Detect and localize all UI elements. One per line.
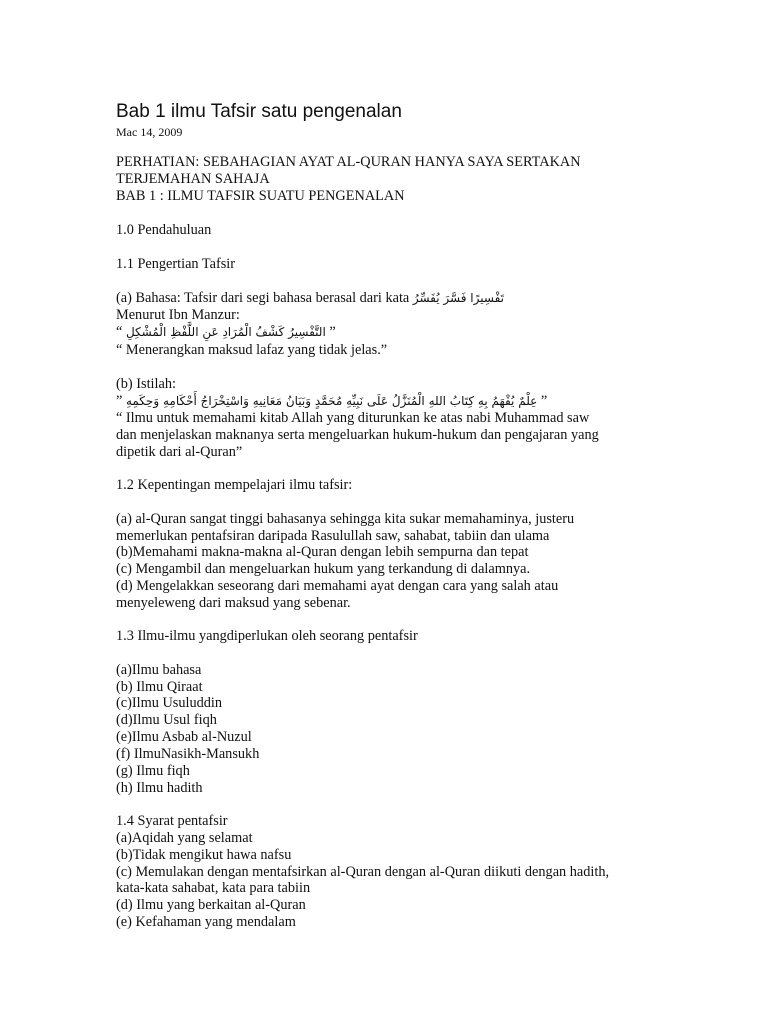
- bahasa-definition: [116, 290, 504, 307]
- quote-close-mark: ”: [329, 324, 336, 340]
- ilmu-item-g: (g) Ilmu fiqh: [116, 763, 190, 779]
- section-1-4: 1.4 Syarat pentafsir: [116, 813, 228, 829]
- bahasa-arabic: تَفْسِيرًا فَسَّرَ يُفَسِّرُ: [412, 291, 504, 305]
- section-1-0: 1.0 Pendahuluan: [116, 222, 212, 238]
- quote-open-mark: ”: [116, 393, 123, 409]
- syarat-c-1: (c) Memulakan dengan mentafsirkan al-Quran dengan al-Quran diikuti dengan hadith,: [116, 864, 610, 880]
- ibn-manzur-label: Menurut Ibn Manzur:: [116, 307, 240, 323]
- section-1-2: 1.2 Kepentingan mempelajari ilmu tafsir:: [116, 477, 353, 493]
- syarat-d: (d) Ilmu yang berkaitan al-Quran: [116, 897, 306, 913]
- quote-close-mark: ”: [540, 393, 548, 409]
- istilah-quote: [116, 393, 547, 410]
- ibn-manzur-translation: “ Menerangkan maksud lafaz yang tidak jelas.”: [116, 342, 388, 358]
- istilah-translation-2: dan menjelaskan maknanya serta mengeluarkan hukum-hukum dan pengajaran yang: [116, 427, 599, 443]
- istilah-translation-3: dipetik dari al-Quran”: [116, 444, 243, 460]
- quote-open-mark: “: [116, 324, 123, 340]
- chapter-heading: BAB 1 : ILMU TAFSIR SUATU PENGENALAN: [116, 188, 405, 204]
- ilmu-item-c: (c)Ilmu Usuluddin: [116, 695, 223, 711]
- kepentingan-a-2: memerlukan pentafsiran daripada Rasulullah saw, sahabat, tabiin dan ulama: [116, 528, 550, 544]
- ilmu-item-b: (b) Ilmu Qiraat: [116, 679, 203, 695]
- istilah-translation-1: “ Ilmu untuk memahami kitab Allah yang diturunkan ke atas nabi Muhammad saw: [116, 410, 590, 426]
- ibn-manzur-quote: [116, 324, 336, 341]
- kepentingan-d-1: (d) Mengelakkan seseorang dari memahami ayat dengan cara yang salah atau: [116, 578, 559, 594]
- kepentingan-b: (b)Memahami makna-makna al-Quran dengan lebih sempurna dan tepat: [116, 544, 529, 560]
- notice-line-1: PERHATIAN: SEBAHAGIAN AYAT AL-QURAN HANYA SAYA SERTAKAN: [116, 154, 581, 170]
- ilmu-item-a: (a)Ilmu bahasa: [116, 662, 202, 678]
- kepentingan-a-1: (a) al-Quran sangat tinggi bahasanya sehingga kita sukar memahaminya, justeru: [116, 511, 575, 527]
- syarat-c-2: kata-kata sahabat, kata para tabiin: [116, 880, 311, 896]
- section-1-3: 1.3 Ilmu-ilmu yangdiperlukan oleh seorang pentafsir: [116, 628, 418, 644]
- syarat-a: (a)Aqidah yang selamat: [116, 830, 253, 846]
- syarat-b: (b)Tidak mengikut hawa nafsu: [116, 847, 292, 863]
- istilah-label: (b) Istilah:: [116, 376, 176, 392]
- ilmu-item-e: (e)Ilmu Asbab al-Nuzul: [116, 729, 252, 745]
- section-1-1: 1.1 Pengertian Tafsir: [116, 256, 236, 272]
- notice-line-2: TERJEMAHAN SAHAJA: [116, 171, 270, 187]
- document-title: Bab 1 ilmu Tafsir satu pengenalan: [116, 101, 402, 122]
- ilmu-item-h: (h) Ilmu hadith: [116, 780, 203, 796]
- post-date: Mac 14, 2009: [116, 125, 183, 139]
- syarat-e: (e) Kefahaman yang mendalam: [116, 914, 296, 930]
- kepentingan-c: (c) Mengambil dan mengeluarkan hukum yang terkandung di dalamnya.: [116, 561, 531, 577]
- istilah-arabic: عِلْمٌ يُفْهَمُ بِهِ كِتَابُ اللهِ الْمُنَزَّلُ عَلَى نَبِيِّهِ مُحَمَّدٍ وَبَيَانُ مَعَانِيهِ وَاسْتِخْرَاجُ أَحْكَامِهِ وَحِكَمِهِ: [125, 394, 538, 408]
- bahasa-label: (a) Bahasa: Tafsir dari segi bahasa berasal dari kata: [116, 290, 410, 306]
- ilmu-item-f: (f) IlmuNasikh-Mansukh: [116, 746, 260, 762]
- ibn-manzur-arabic: التَّفْسِيرُ كَشْفُ الْمُرَادِ عَنِ اللَّفْظِ الْمُشْكِلِ: [125, 325, 326, 339]
- ilmu-item-d: (d)Ilmu Usul fiqh: [116, 712, 217, 728]
- kepentingan-d-2: menyeleweng dari maksud yang sebenar.: [116, 595, 351, 611]
